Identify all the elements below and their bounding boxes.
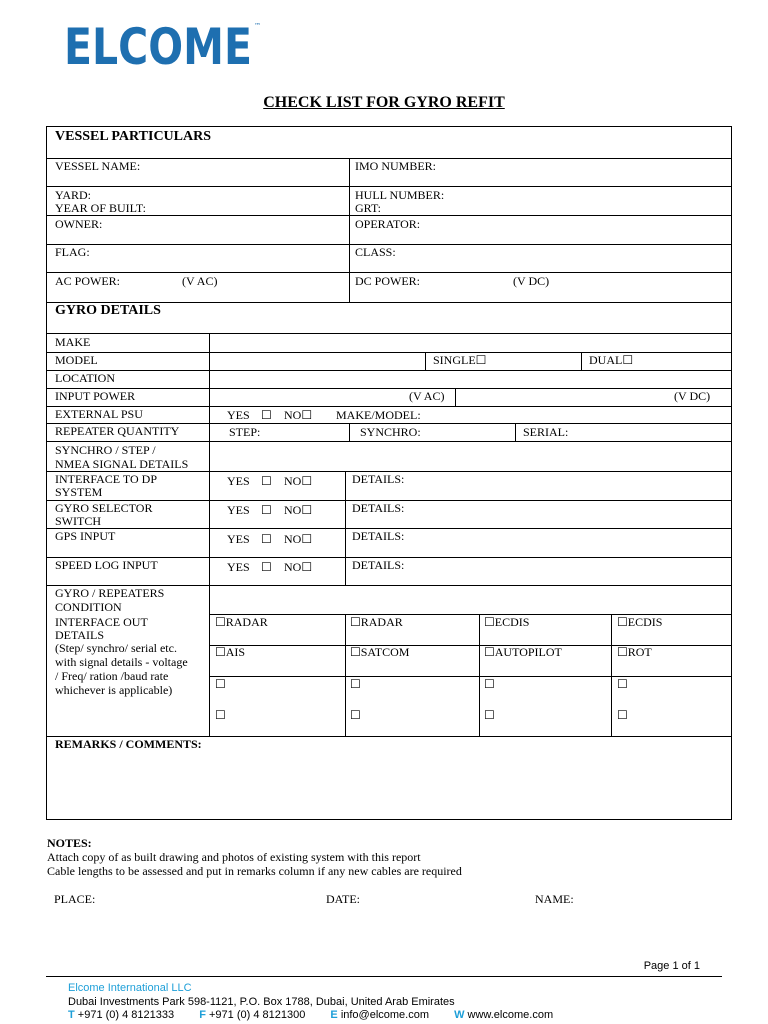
class-label: CLASS: [355, 245, 396, 259]
interface-out-note-3: / Freq/ ration /baud rate [55, 669, 169, 683]
ac-power-unit: (V AC) [182, 274, 218, 288]
interface-out-note-2: with signal details - voltage [55, 655, 188, 669]
ac-power-label: AC POWER: [55, 274, 121, 288]
blank-checkbox[interactable]: ☐ [350, 677, 361, 691]
repeater-step-label: STEP: [229, 425, 261, 439]
ecdis-checkbox-2[interactable]: ☐ECDIS [617, 615, 663, 629]
blank-checkbox[interactable]: ☐ [215, 708, 226, 722]
speed-log-details-label: DETAILS: [352, 558, 405, 572]
input-power-ac-unit: (V AC) [409, 389, 445, 403]
dc-power-unit: (V DC) [513, 274, 550, 288]
speed-log-yes-checkbox[interactable]: ☐ [261, 560, 272, 574]
radar-checkbox[interactable]: ☐RADAR [215, 615, 268, 629]
gps-yes-label: YES [227, 532, 250, 546]
web-label: W [454, 1009, 465, 1021]
interface-dp-label: INTERFACE TO DP [55, 472, 158, 486]
vessel-name-label: VESSEL NAME: [55, 159, 141, 173]
input-power-label: INPUT POWER [55, 389, 136, 403]
dp-yes-checkbox[interactable]: ☐ [261, 474, 272, 488]
company-address: Dubai Investments Park 598-1121, P.O. Box 1788, Dubai, United Arab Emirates [68, 995, 455, 1008]
gps-yes-checkbox[interactable]: ☐ [261, 532, 272, 546]
model-label: MODEL [55, 353, 98, 367]
selector-details-label: DETAILS: [352, 501, 405, 515]
interface-out-note: (Step/ synchro/ serial etc. [55, 641, 177, 655]
email-link[interactable]: info@elcome.com [340, 1009, 430, 1021]
selector-switch-label: GYRO SELECTOR [55, 501, 153, 515]
blank-checkbox[interactable]: ☐ [484, 708, 495, 722]
selector-yes-checkbox[interactable]: ☐ [261, 503, 272, 517]
blank-checkbox[interactable]: ☐ [617, 708, 628, 722]
note-line: Attach copy of as built drawing and photos of existing system with this report [47, 850, 421, 864]
speed-log-label: SPEED LOG INPUT [55, 558, 158, 572]
ecdis-checkbox[interactable]: ☐ECDIS [484, 615, 530, 629]
selector-yes-label: YES [227, 503, 250, 517]
single-option[interactable]: SINGLE☐ [433, 353, 487, 367]
external-psu-label: EXTERNAL PSU [55, 407, 143, 421]
interface-out-label-2: DETAILS [55, 628, 105, 642]
ais-checkbox[interactable]: ☐AIS [215, 645, 246, 659]
dc-power-label: DC POWER: [355, 274, 421, 288]
vessel-particulars-heading: VESSEL PARTICULARS [55, 129, 212, 144]
condition-label-2: CONDITION [55, 600, 122, 614]
page-number: Page 1 of 1 [643, 960, 700, 972]
nmea-signal-label: NMEA SIGNAL DETAILS [55, 457, 189, 471]
blank-checkbox[interactable]: ☐ [484, 677, 495, 691]
psu-yes-label: YES [227, 408, 250, 422]
blank-checkbox[interactable]: ☐ [617, 677, 628, 691]
flag-label: FLAG: [55, 245, 90, 259]
input-power-dc-unit: (V DC) [674, 389, 711, 403]
make-label: MAKE [55, 335, 91, 349]
gps-input-label: GPS INPUT [55, 529, 116, 543]
svg-text:™: ™ [254, 22, 261, 30]
repeater-serial-label: SERIAL: [523, 425, 569, 439]
imo-number-label: IMO NUMBER: [355, 159, 437, 173]
repeater-quantity-label: REPEATER QUANTITY [55, 424, 180, 438]
elcome-logo [64, 18, 264, 68]
notes-section [47, 836, 462, 878]
autopilot-checkbox[interactable]: ☐AUTOPILOT [484, 645, 562, 659]
company-name: Elcome International LLC [68, 982, 192, 994]
interface-out-label: INTERFACE OUT [55, 615, 148, 629]
email-label: E [330, 1009, 338, 1021]
psu-no-checkbox[interactable]: NO☐ [284, 408, 313, 422]
operator-label: OPERATOR: [355, 217, 421, 231]
remarks-label: REMARKS / COMMENTS: [55, 737, 202, 751]
document-title: CHECK LIST FOR GYRO REFIT [263, 94, 505, 111]
dual-option[interactable]: DUAL☐ [589, 353, 634, 367]
date-label: DATE: [326, 892, 360, 906]
web-link[interactable]: www.elcome.com [467, 1009, 554, 1021]
psu-make-model-label: MAKE/MODEL: [336, 408, 421, 422]
selector-no-checkbox[interactable]: NO☐ [284, 503, 313, 517]
footer [68, 982, 553, 1023]
interface-dp-label-2: SYSTEM [55, 485, 103, 499]
blank-checkbox[interactable]: ☐ [350, 708, 361, 722]
yard-label: YARD: [55, 188, 92, 202]
location-label: LOCATION [55, 371, 115, 385]
speed-log-yes-label: YES [227, 560, 250, 574]
checklist-form [46, 126, 732, 820]
gyro-details-heading: GYRO DETAILS [55, 303, 161, 318]
notes-heading: NOTES: [47, 836, 92, 850]
dp-yes-label: YES [227, 474, 250, 488]
radar-checkbox-2[interactable]: ☐RADAR [350, 615, 403, 629]
rot-checkbox[interactable]: ☐ROT [617, 645, 652, 659]
owner-label: OWNER: [55, 217, 103, 231]
svg-text:ELCOME: ELCOME [64, 18, 252, 68]
year-built-label: YEAR OF BUILT: [55, 201, 146, 215]
satcom-checkbox[interactable]: ☐SATCOM [350, 645, 410, 659]
fax-label: F [199, 1009, 206, 1021]
place-label: PLACE: [54, 892, 96, 906]
phone-number: +971 (0) 4 8121333 [77, 1009, 175, 1021]
dp-no-checkbox[interactable]: NO☐ [284, 474, 313, 488]
condition-label: GYRO / REPEATERS [55, 586, 165, 600]
repeater-synchro-label: SYNCHRO: [360, 425, 421, 439]
note-line: Cable lengths to be assessed and put in remarks column if any new cables are required [47, 864, 462, 878]
psu-yes-checkbox[interactable]: ☐ [261, 408, 272, 422]
speed-log-no-checkbox[interactable]: NO☐ [284, 560, 313, 574]
dp-details-label: DETAILS: [352, 472, 405, 486]
gps-no-checkbox[interactable]: NO☐ [284, 532, 313, 546]
selector-switch-label-2: SWITCH [55, 514, 101, 528]
fax-number: +971 (0) 4 8121300 [209, 1009, 306, 1021]
phone-label: T [68, 1009, 75, 1021]
grt-label: GRT: [355, 201, 382, 215]
footer-divider [46, 976, 722, 977]
blank-checkbox[interactable]: ☐ [215, 677, 226, 691]
gps-details-label: DETAILS: [352, 529, 405, 543]
synchro-step-label: SYNCHRO / STEP / [55, 443, 156, 457]
hull-number-label: HULL NUMBER: [355, 188, 445, 202]
interface-out-note-4: whichever is applicable) [55, 683, 173, 697]
name-label: NAME: [535, 892, 574, 906]
